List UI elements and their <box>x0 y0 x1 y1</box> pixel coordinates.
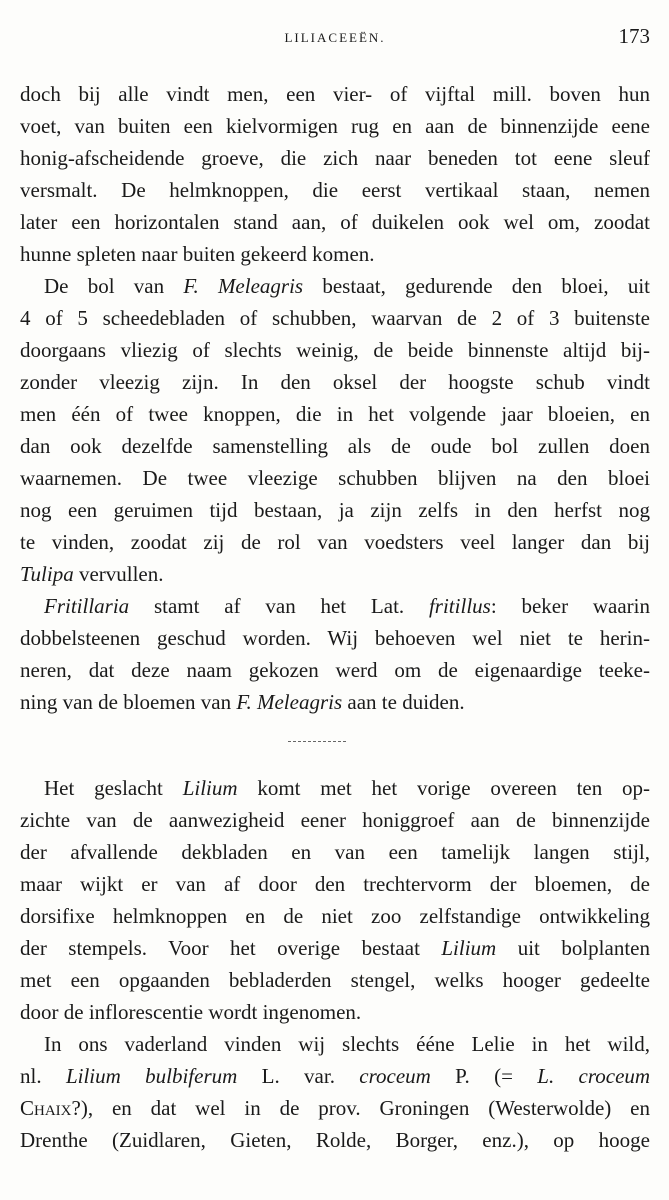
text-line: voet, van buiten een kielvormigen rug en aan de binnenzijde eene <box>20 114 650 138</box>
text-line: dobbelsteenen geschud worden. Wij behoeven wel niet te herin- <box>20 626 650 650</box>
text-line: Fritillaria stamt af van het Lat. fritillus: beker waarin <box>44 594 651 618</box>
text-line: nl. Lilium bulbiferum L. var. croceum P. (= L. croceum <box>20 1064 651 1088</box>
text-line: zichte van de aanwezigheid eener honiggroef aan de binnenzijde <box>20 808 650 832</box>
text-line: ning van de bloemen van F. Meleagris aan te duiden. <box>20 690 465 714</box>
text-line: waarnemen. De twee vleezige schubben blijven na den bloei <box>20 466 650 490</box>
text-line: honig-afscheidende groeve, die zich naar beneden tot eene sleuf <box>20 146 650 170</box>
text-line: 4 of 5 scheedebladen of schubben, waarvan de 2 of 3 buitenste <box>20 306 650 330</box>
text-line: door de inflorescentie wordt ingenomen. <box>20 1000 362 1024</box>
text-line: De bol van F. Meleagris bestaat, gedurende den bloei, uit <box>44 274 650 298</box>
text-line: versmalt. De helmknoppen, die eerst vertikaal staan, nemen <box>20 178 650 202</box>
text-line: later een horizontalen stand aan, of duikelen ook wel om, zoodat <box>20 210 650 234</box>
text-line: doorgaans vliezig of slechts weinig, de beide binnenste altijd bij- <box>20 338 650 362</box>
text-line: te vinden, zoodat zij de rol van voedsters veel langer dan bij <box>20 530 650 554</box>
text-line: dan ook dezelfde samenstelling als de oude bol zullen doen <box>20 434 650 458</box>
text-line: der afvallende dekbladen en van een tamelijk langen stijl, <box>20 840 650 864</box>
text-line: dorsifixe helmknoppen en de niet zoo zelfstandige ontwikkeling <box>20 904 650 928</box>
running-title: LILIACEEËN. <box>284 30 386 45</box>
text-line: neren, dat deze naam gekozen werd om de eigenaardige teeke- <box>20 658 650 682</box>
section-divider <box>288 741 346 742</box>
text-line: met een opgaanden bebladerden stengel, welks hooger gedeelte <box>20 968 650 992</box>
page-number: 173 <box>618 24 650 48</box>
text-line: der stempels. Voor het overige bestaat Lilium uit bolplanten <box>20 936 650 960</box>
text-line: nog een geruimen tijd bestaan, ja zijn zelfs in den herfst nog <box>20 498 650 522</box>
text-line: In ons vaderland vinden wij slechts ééne Lelie in het wild, <box>44 1032 650 1056</box>
text-line: maar wijkt er van af door den trechtervorm der bloemen, de <box>20 872 650 896</box>
text-line: Het geslacht Lilium komt met het vorige overeen ten op- <box>44 776 651 800</box>
text-line: hunne spleten naar buiten gekeerd komen. <box>20 242 375 266</box>
page-header <box>20 20 650 56</box>
text-line: Tulipa vervullen. <box>20 562 164 586</box>
text-line: Drenthe (Zuidlaren, Gieten, Rolde, Borger, enz.), op hooge <box>20 1128 650 1152</box>
text-line: doch bij alle vindt men, een vier- of vijftal mill. boven hun <box>20 82 650 106</box>
text-line: Chaix?), en dat wel in de prov. Groningen (Westerwolde) en <box>20 1096 650 1120</box>
text-line: men één of twee knoppen, die in het volgende jaar bloeien, en <box>20 402 650 426</box>
text-line: zonder vleezig zijn. In den oksel der hoogste schub vindt <box>20 370 650 394</box>
